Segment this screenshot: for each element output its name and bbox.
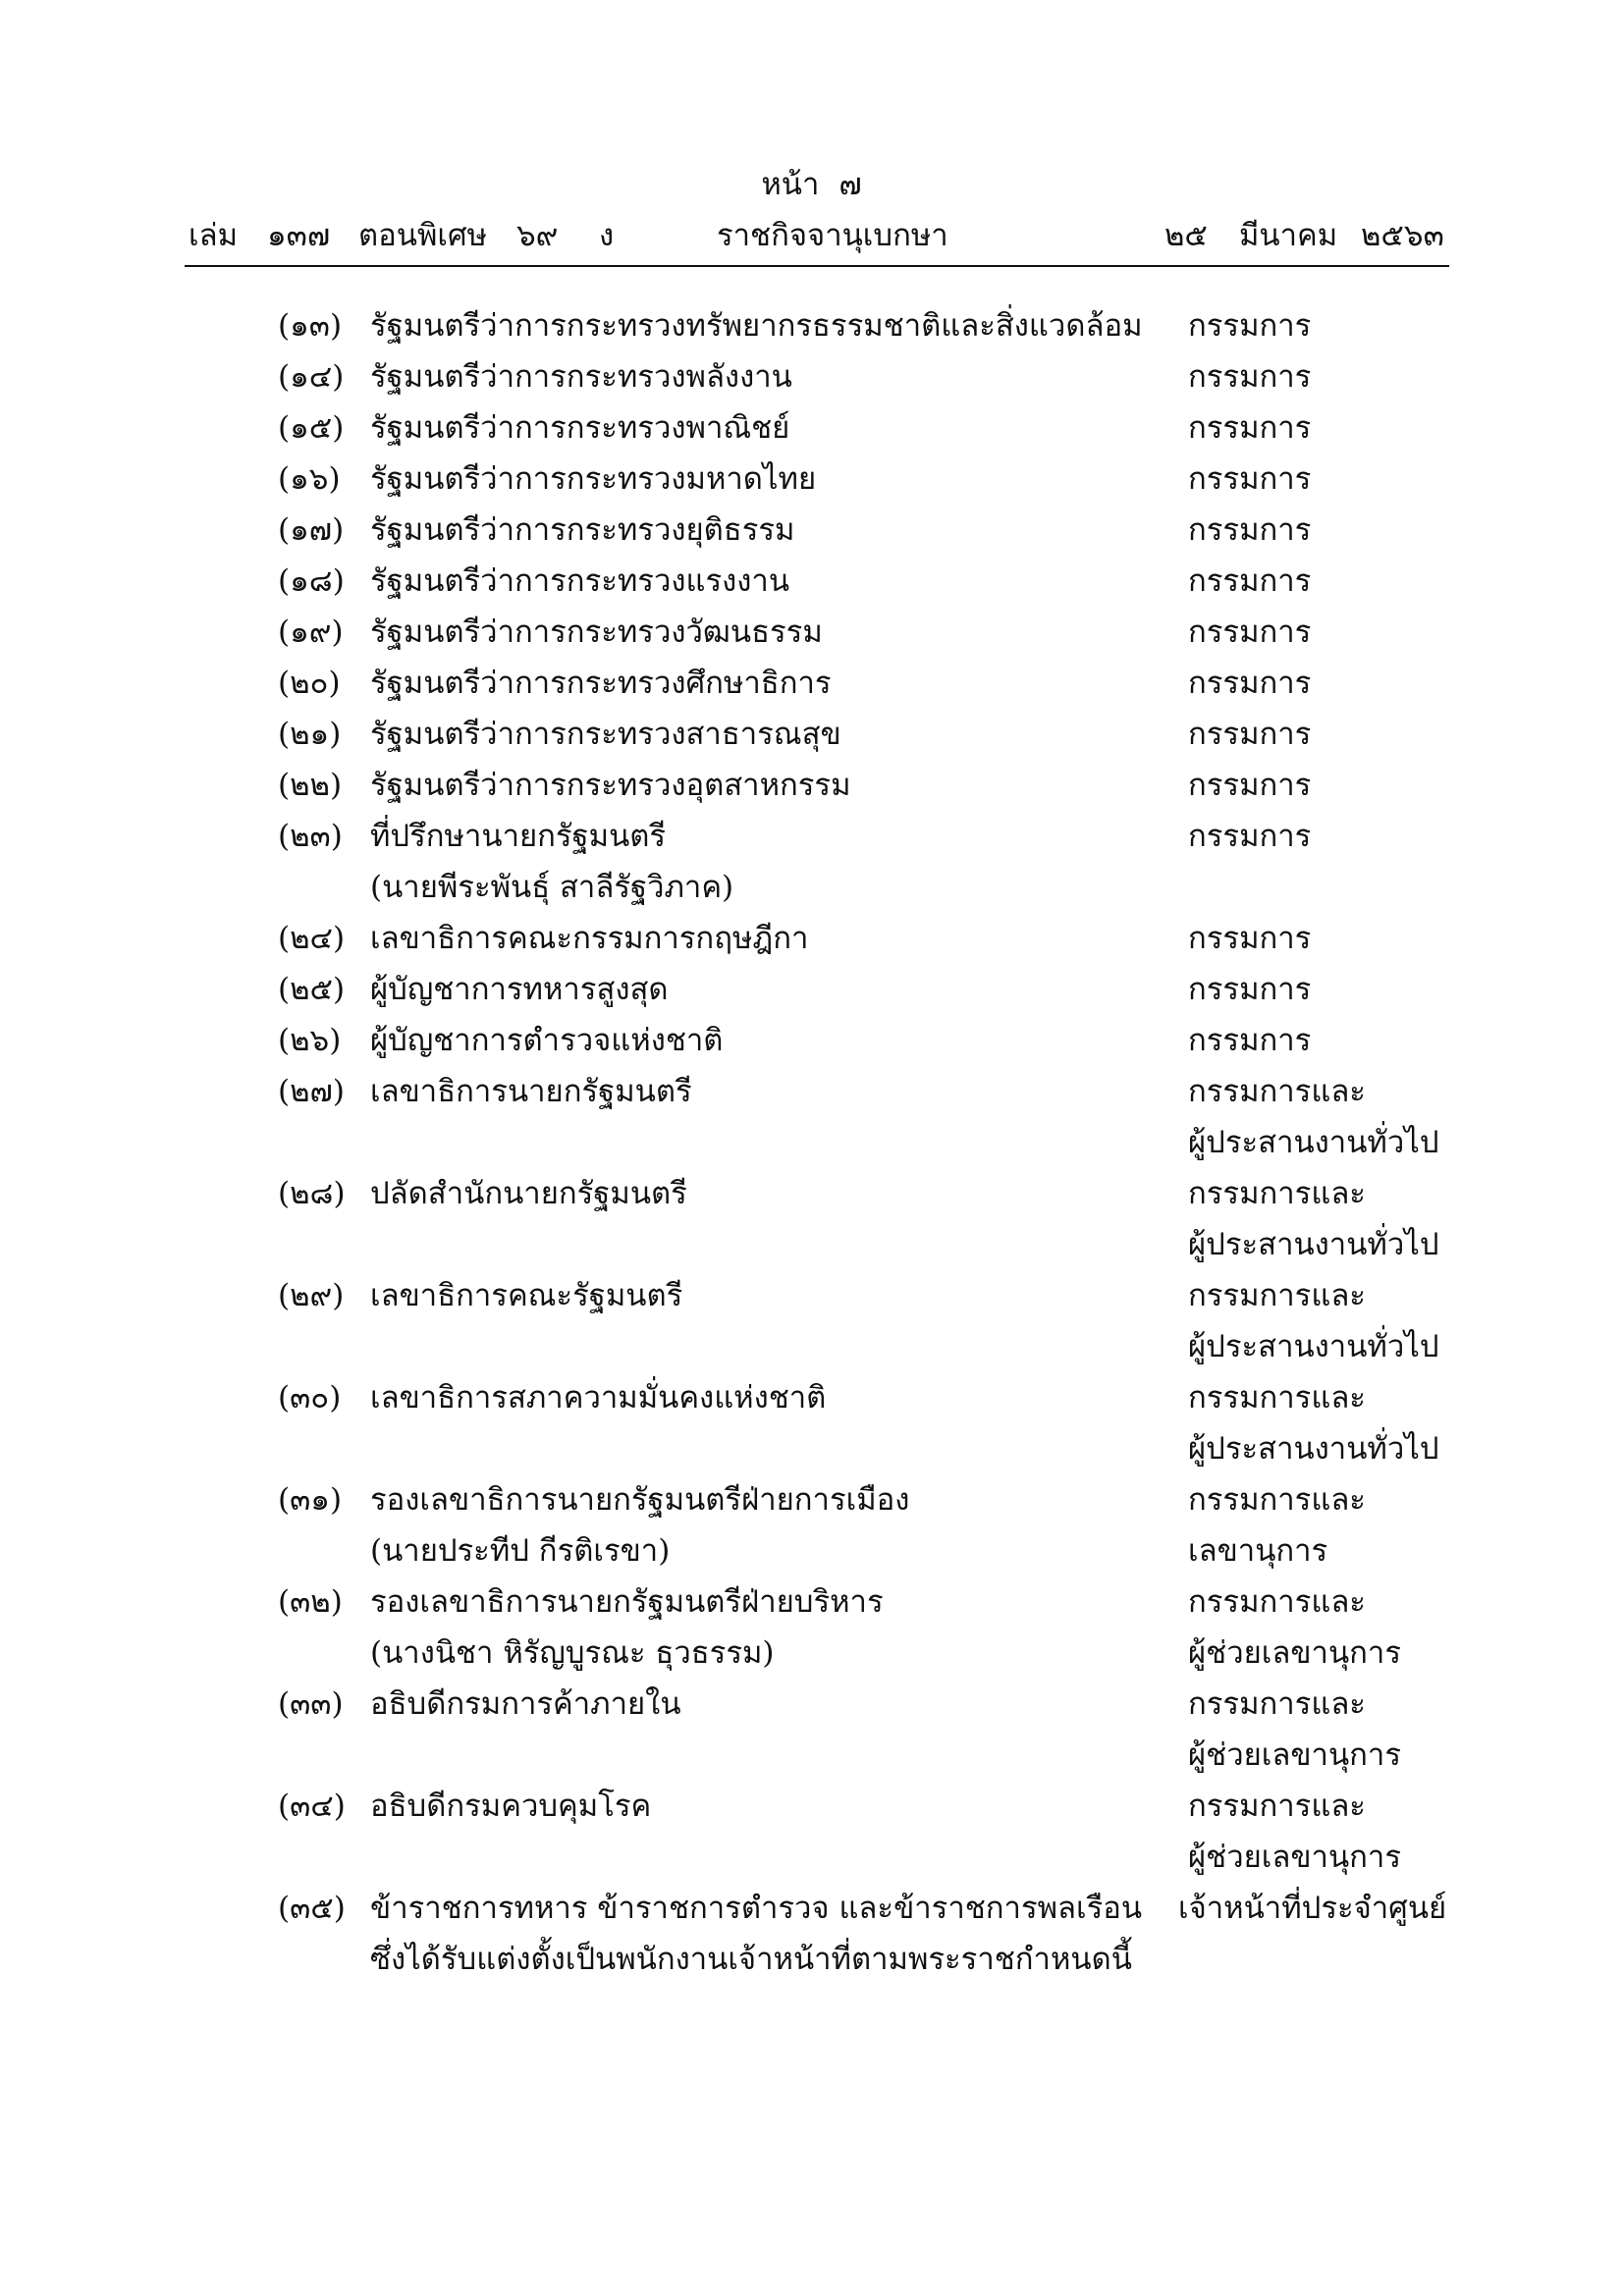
entry-position: รัฐมนตรีว่าการกระทรวงศึกษาธิการ (370, 666, 832, 701)
entry-number: (๑๕) (278, 410, 345, 446)
list-item (0, 402, 1623, 454)
entry-role: กรรมการ (1188, 512, 1312, 548)
list-item (0, 1934, 1623, 1985)
list-item (0, 1883, 1623, 1934)
list-item (0, 607, 1623, 658)
entry-position: รัฐมนตรีว่าการกระทรวงทรัพยากรธรรมชาติและสิ่งแวดล้อม (370, 308, 1143, 344)
list-item (0, 1525, 1623, 1576)
entry-role: กรรมการ (1188, 666, 1312, 701)
entry-role: ผู้ประสานงานทั่วไป (1188, 1125, 1439, 1160)
entry-position: รัฐมนตรีว่าการกระทรวงพาณิชย์ (370, 410, 790, 446)
list-item (0, 1781, 1623, 1832)
list-item (0, 1270, 1623, 1321)
entry-role: ผู้ช่วยเลขานุการ (1188, 1737, 1401, 1773)
entry-position: เลขาธิการคณะกรรมการกฤษฎีกา (370, 921, 809, 956)
date-month: มีนาคม (1239, 218, 1338, 253)
entry-role: เจ้าหน้าที่ประจำศูนย์ (1178, 1891, 1447, 1926)
entry-position: อธิบดีกรมการค้าภายใน (370, 1686, 681, 1722)
entry-role: ผู้ประสานงานทั่วไป (1188, 1431, 1439, 1467)
list-item (0, 1730, 1623, 1781)
entry-role: กรรมการและ (1188, 1380, 1366, 1415)
entry-role: กรรมการ (1188, 461, 1312, 497)
list-item (0, 300, 1623, 351)
entry-position: (นายประทีป กีรติเรขา) (370, 1533, 671, 1569)
entry-number: (๓๐) (278, 1380, 342, 1415)
entry-role: กรรมการและ (1188, 1278, 1366, 1313)
entry-position: รัฐมนตรีว่าการกระทรวงยุติธรรม (370, 512, 795, 548)
entry-role: ผู้ประสานงานทั่วไป (1188, 1329, 1439, 1364)
entry-role: ผู้ช่วยเลขานุการ (1188, 1635, 1401, 1671)
entry-number: (๑๖) (278, 461, 341, 497)
entry-role: กรรมการ (1188, 410, 1312, 446)
list-item (0, 1015, 1623, 1066)
date-year: ๒๕๖๓ (1361, 218, 1444, 253)
entry-role: กรรมการและ (1188, 1584, 1366, 1620)
volume-number: ๑๓๗ (267, 218, 331, 253)
entry-position: เลขาธิการนายกรัฐมนตรี (370, 1074, 692, 1109)
list-item (0, 1219, 1623, 1270)
entry-number: (๒๗) (278, 1074, 345, 1109)
entry-position: ผู้บัญชาการทหารสูงสุด (370, 972, 669, 1007)
page-number: ๗ (839, 167, 862, 202)
entry-position: รัฐมนตรีว่าการกระทรวงพลังงาน (370, 359, 792, 395)
page-label: หน้า (761, 167, 820, 202)
entry-number: (๒๘) (278, 1176, 346, 1211)
list-item (0, 454, 1623, 505)
entry-number: (๑๓) (278, 308, 343, 344)
section-label: ตอนพิเศษ (358, 218, 488, 253)
entry-position: ข้าราชการทหาร ข้าราชการตำรวจ และข้าราชการพลเรือน (370, 1891, 1143, 1926)
list-item (0, 1423, 1623, 1474)
entry-number: (๓๓) (278, 1686, 344, 1722)
entry-number: (๑๘) (278, 563, 345, 599)
page-number-line (0, 165, 1623, 204)
entry-number: (๓๑) (278, 1482, 343, 1518)
list-item (0, 913, 1623, 964)
entry-number: (๒๓) (278, 819, 343, 854)
entry-position: รองเลขาธิการนายกรัฐมนตรีฝ่ายการเมือง (370, 1482, 910, 1518)
entry-role: กรรมการและ (1188, 1686, 1366, 1722)
list-item (0, 1066, 1623, 1117)
list-item (0, 1832, 1623, 1883)
entry-role: กรรมการ (1188, 717, 1312, 752)
entry-number: (๓๕) (278, 1891, 346, 1926)
committee-list (0, 300, 1623, 1985)
entry-role: กรรมการและ (1188, 1074, 1366, 1109)
list-item (0, 1117, 1623, 1168)
entry-number: (๒๙) (278, 1278, 345, 1313)
entry-number: (๓๔) (278, 1789, 346, 1824)
entry-position: (นายพีระพันธุ์ สาลีรัฐวิภาค) (370, 870, 734, 905)
list-item (0, 505, 1623, 556)
entry-role: กรรมการ (1188, 819, 1312, 854)
entry-position: รองเลขาธิการนายกรัฐมนตรีฝ่ายบริหาร (370, 1584, 884, 1620)
entry-number: (๑๔) (278, 359, 345, 395)
entry-number: (๒๕) (278, 972, 346, 1007)
entry-role: กรรมการ (1188, 614, 1312, 650)
date-day: ๒๕ (1164, 218, 1208, 253)
list-item (0, 1372, 1623, 1423)
entry-role: เลขานุการ (1188, 1533, 1328, 1569)
entry-role: กรรมการ (1188, 1023, 1312, 1058)
publication-name: ราชกิจจานุเบกษา (717, 218, 948, 253)
entry-number: (๒๖) (278, 1023, 342, 1058)
entry-position: (นางนิชา หิรัญบูรณะ ธุวธรรม) (370, 1635, 775, 1671)
entry-role: กรรมการ (1188, 359, 1312, 395)
list-item (0, 1168, 1623, 1219)
entry-number: (๓๒) (278, 1584, 343, 1620)
list-item (0, 811, 1623, 862)
entry-position: เลขาธิการคณะรัฐมนตรี (370, 1278, 683, 1313)
section-letter: ง (599, 218, 615, 253)
list-item (0, 1474, 1623, 1525)
list-item (0, 862, 1623, 913)
entry-number: (๒๐) (278, 666, 341, 701)
entry-position: รัฐมนตรีว่าการกระทรวงมหาดไทย (370, 461, 817, 497)
entry-role: ผู้ประสานงานทั่วไป (1188, 1227, 1439, 1262)
entry-position: รัฐมนตรีว่าการกระทรวงสาธารณสุข (370, 717, 841, 752)
entry-position: รัฐมนตรีว่าการกระทรวงแรงงาน (370, 563, 790, 599)
list-item (0, 964, 1623, 1015)
entry-role: กรรมการ (1188, 563, 1312, 599)
entry-role: กรรมการและ (1188, 1176, 1366, 1211)
entry-role: ผู้ช่วยเลขานุการ (1188, 1840, 1401, 1875)
list-item (0, 658, 1623, 709)
entry-number: (๒๔) (278, 921, 346, 956)
entry-position: รัฐมนตรีว่าการกระทรวงวัฒนธรรม (370, 614, 823, 650)
list-item (0, 351, 1623, 402)
entry-role: กรรมการ (1188, 921, 1312, 956)
entry-role: กรรมการ (1188, 768, 1312, 803)
entry-number: (๒๑) (278, 717, 342, 752)
entry-position: อธิบดีกรมควบคุมโรค (370, 1789, 652, 1824)
entry-position: ที่ปรึกษานายกรัฐมนตรี (370, 819, 667, 854)
entry-position: ผู้บัญชาการตำรวจแห่งชาติ (370, 1023, 724, 1058)
list-item (0, 1679, 1623, 1730)
entry-role: กรรมการ (1188, 308, 1312, 344)
page-header (0, 0, 1623, 285)
entry-role: กรรมการ (1188, 972, 1312, 1007)
entry-number: (๑๙) (278, 614, 344, 650)
list-item (0, 556, 1623, 607)
entry-position: ปลัดสำนักนายกรัฐมนตรี (370, 1176, 687, 1211)
entry-position: ซึ่งได้รับแต่งตั้งเป็นพนักงานเจ้าหน้าที่ตามพระราชกำหนดนี้ (370, 1942, 1132, 1977)
header-rule (185, 265, 1449, 267)
list-item (0, 709, 1623, 760)
list-item (0, 1628, 1623, 1679)
entry-role: กรรมการและ (1188, 1789, 1366, 1824)
entry-number: (๒๒) (278, 768, 343, 803)
section-number: ๖๙ (516, 218, 559, 253)
entry-number: (๑๗) (278, 512, 345, 548)
entry-role: กรรมการและ (1188, 1482, 1366, 1518)
list-item (0, 760, 1623, 811)
list-item (0, 1321, 1623, 1372)
entry-position: เลขาธิการสภาความมั่นคงแห่งชาติ (370, 1380, 827, 1415)
list-item (0, 1576, 1623, 1628)
volume-label: เล่ม (189, 218, 239, 253)
entry-position: รัฐมนตรีว่าการกระทรวงอุตสาหกรรม (370, 768, 851, 803)
